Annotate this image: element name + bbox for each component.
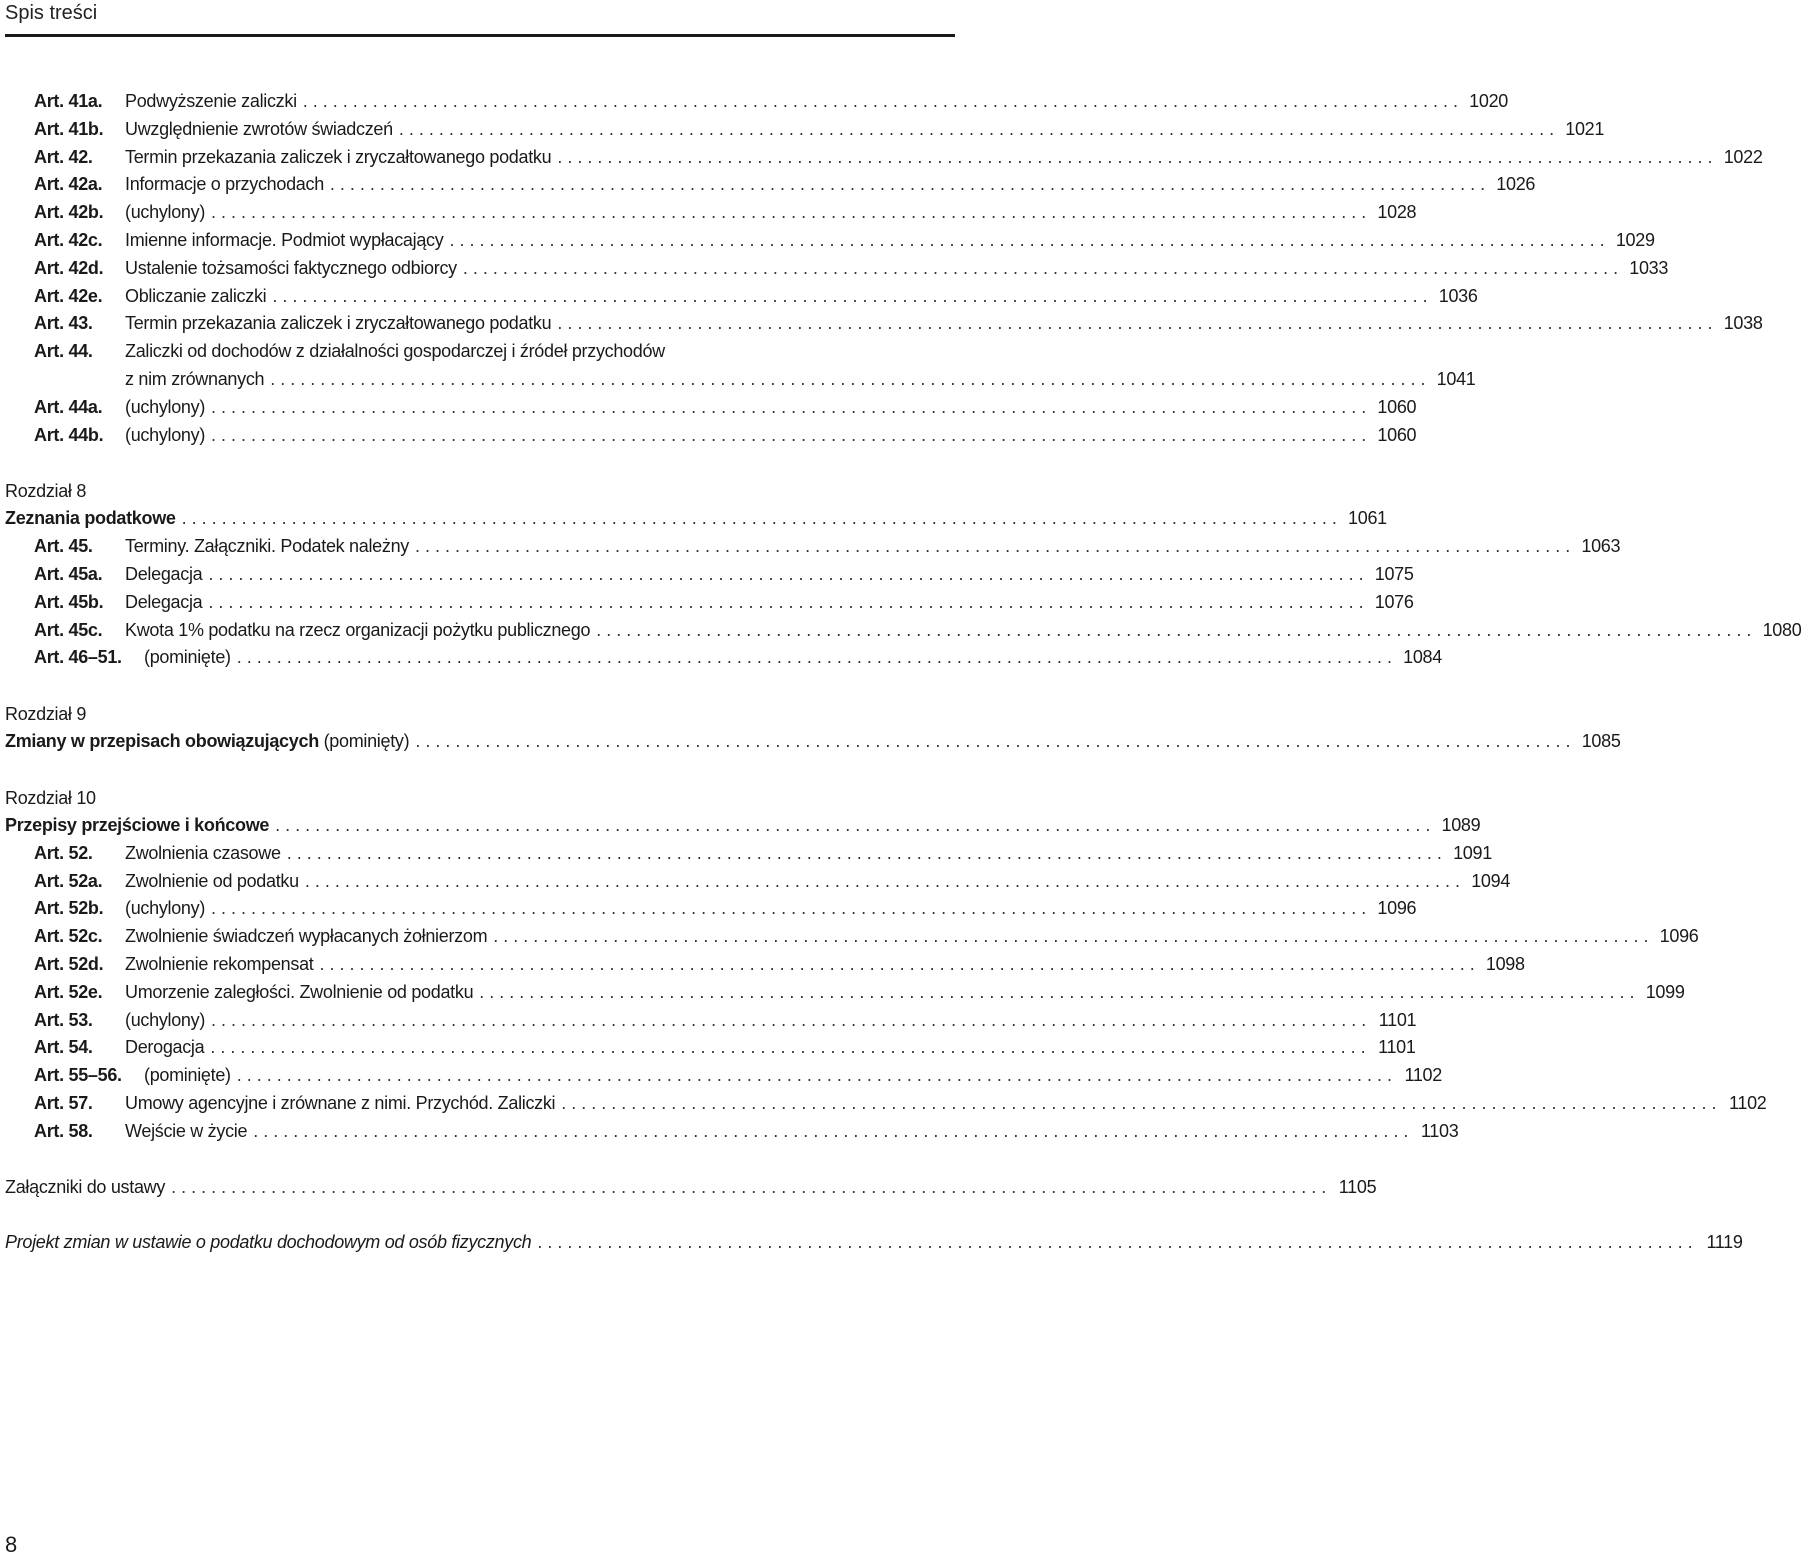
article-number: Art. 45b.: [34, 591, 104, 612]
dot-leader: [208, 561, 1363, 589]
article-title: Zwolnienia czasowe: [125, 842, 281, 863]
page-ref: 1036: [1438, 285, 1478, 306]
page-ref: 1076: [1374, 591, 1414, 612]
page-ref: 1061: [1348, 508, 1387, 529]
toc-entry[interactable]: [0, 617, 1802, 645]
article-title-continued: z nim zrównanych: [125, 368, 265, 389]
dot-leader: [557, 310, 1712, 338]
article-title: Termin przekazania zaliczek i zryczałtowanego podatku: [125, 313, 552, 334]
chapter-10-label: Rozdział 10: [5, 787, 96, 808]
article-number: Art. 55–56.: [34, 1065, 122, 1086]
page-ref: 1060: [1377, 396, 1417, 417]
dot-leader: [211, 895, 1366, 923]
page-ref: 1041: [1436, 368, 1476, 389]
article-number: Art. 42a.: [34, 174, 103, 195]
page-header-title: Spis treści: [5, 2, 98, 24]
toc-entry[interactable]: [0, 116, 1605, 144]
article-number: Art. 45.: [34, 536, 93, 557]
toc-entry[interactable]: [0, 868, 1511, 896]
article-number: Art. 42e.: [34, 285, 103, 306]
article-title: Wejście w życie: [125, 1120, 248, 1141]
toc-entry[interactable]: [0, 1034, 1416, 1062]
dot-leader: [320, 951, 1475, 979]
article-title: Kwota 1% podatku na rzecz organizacji pożytku publicznego: [125, 619, 591, 640]
page-ref: 1102: [1728, 1092, 1767, 1113]
article-number: Art. 52.: [34, 842, 93, 863]
toc-entry[interactable]: [0, 227, 1655, 255]
article-title: Uwzględnienie zwrotów świadczeń: [125, 118, 393, 139]
toc-section-chapter-10: [0, 840, 1767, 1146]
toc-entry[interactable]: [0, 255, 1669, 283]
dot-leader: [211, 1007, 1366, 1035]
article-title: Zaliczki od dochodów z działalności gospodarczej i źródeł przychodów: [125, 341, 665, 362]
page-ref: 1101: [1378, 1009, 1417, 1030]
article-title: (uchylony): [125, 424, 206, 445]
article-title: (uchylony): [125, 202, 206, 223]
dot-leader: [479, 979, 1634, 1007]
page-ref: 1075: [1374, 563, 1414, 584]
dot-leader: [561, 1090, 1716, 1118]
appendix-title: Załączniki do ustawy: [5, 1176, 166, 1197]
article-title: (uchylony): [125, 1009, 206, 1030]
page-ref: 1060: [1377, 424, 1417, 445]
page-ref: 1119: [1706, 1232, 1743, 1253]
article-title: Zwolnienie rekompensat: [125, 953, 314, 974]
toc-entry[interactable]: [0, 394, 1417, 422]
toc-entry[interactable]: [0, 951, 1525, 979]
dot-leader: [449, 227, 1604, 255]
page-ref: 1021: [1565, 118, 1605, 139]
article-number: Art. 42c.: [34, 229, 103, 250]
toc-entry[interactable]: [0, 895, 1417, 923]
page-ref: 1026: [1496, 174, 1536, 195]
dot-leader: [208, 589, 1363, 617]
chapter-8-label: Rozdział 8: [5, 481, 87, 502]
toc-entry[interactable]: [0, 144, 1763, 172]
chapter-9-title: Zmiany w przepisach obowiązujących: [5, 731, 319, 752]
dot-leader: [596, 617, 1751, 645]
article-title: Delegacja: [125, 563, 203, 584]
page-ref: 1096: [1659, 926, 1699, 947]
article-number: Art. 41b.: [34, 118, 104, 139]
page-number: 8: [5, 1532, 18, 1557]
page-ref: 1029: [1615, 229, 1655, 250]
article-title: Informacje o przychodach: [125, 174, 324, 195]
article-title: Termin przekazania zaliczek i zryczałtowanego podatku: [125, 146, 552, 167]
toc-entry[interactable]: [0, 338, 960, 366]
article-number: Art. 52c.: [34, 926, 103, 947]
dot-leader: [171, 1174, 1326, 1202]
dot-leader: [399, 116, 1554, 144]
dot-leader: [270, 366, 1425, 394]
article-title: Zwolnienie od podatku: [125, 870, 299, 891]
header-rule: [5, 34, 955, 37]
article-number: Art. 52b.: [34, 898, 104, 919]
article-number: Art. 54.: [34, 1037, 93, 1058]
dot-leader: [537, 1229, 1692, 1257]
dot-leader: [275, 812, 1430, 840]
dot-leader: [287, 840, 1442, 868]
article-title: Ustalenie tożsamości faktycznego odbiorcy: [125, 257, 457, 278]
article-title: Umorzenie zaległości. Zwolnienie od podatku: [125, 981, 474, 1002]
dot-leader: [182, 505, 1337, 533]
toc-entry[interactable]: [0, 199, 1417, 227]
article-number: Art. 53.: [34, 1009, 93, 1030]
dot-leader: [303, 88, 1458, 116]
article-number: Art. 52a.: [34, 870, 103, 891]
page-ref: 1103: [1420, 1120, 1459, 1141]
article-number: Art. 42d.: [34, 257, 104, 278]
article-title: Terminy. Załączniki. Podatek należny: [125, 536, 409, 557]
article-title: (pominięte): [144, 1065, 231, 1086]
page-ref: 1101: [1378, 1037, 1416, 1058]
article-number: Art. 42.: [34, 146, 93, 167]
article-title: Derogacja: [125, 1037, 205, 1058]
page-ref: 1028: [1377, 202, 1417, 223]
page-ref: 1105: [1338, 1176, 1377, 1197]
toc-entry[interactable]: [0, 88, 1509, 116]
page-ref: 1096: [1377, 898, 1417, 919]
page-ref: 1091: [1453, 842, 1492, 863]
article-number: Art. 44b.: [34, 424, 104, 445]
article-title: (uchylony): [125, 898, 206, 919]
article-number: Art. 58.: [34, 1120, 93, 1141]
article-title: Podwyższenie zaliczki: [125, 91, 297, 111]
chapter-9-suffix: (pominięty): [318, 731, 410, 752]
article-number: Art. 42b.: [34, 202, 104, 223]
toc-section-articles-41-44: [0, 88, 1763, 449]
toc-entry[interactable]: [0, 533, 1621, 561]
page-ref: 1022: [1723, 146, 1763, 167]
article-title: Delegacja: [125, 591, 203, 612]
article-title: (uchylony): [125, 396, 206, 417]
toc-entry[interactable]: [0, 422, 1417, 450]
dot-leader: [211, 422, 1366, 450]
article-number: Art. 57.: [34, 1092, 93, 1113]
page-ref: 1063: [1581, 536, 1621, 557]
page-ref: 1020: [1469, 91, 1509, 111]
chapter-8-heading[interactable]: [0, 505, 1387, 533]
page-ref: 1084: [1403, 647, 1442, 668]
dot-leader: [211, 199, 1366, 227]
dot-leader: [493, 923, 1648, 951]
dot-leader: [210, 1034, 1365, 1062]
article-number: Art. 44a.: [34, 396, 103, 417]
page-ref: 1102: [1404, 1065, 1442, 1086]
toc-entry[interactable]: [0, 589, 1414, 617]
toc-entry[interactable]: [0, 1007, 1417, 1035]
article-number: Art. 44.: [34, 341, 93, 362]
dot-leader: [415, 728, 1570, 756]
article-title: (pominięte): [144, 647, 231, 668]
table-of-contents: [0, 88, 1802, 1257]
toc-entry[interactable]: [0, 283, 1478, 311]
toc-entry[interactable]: [0, 1118, 1459, 1146]
toc-entry[interactable]: [0, 979, 1685, 1007]
dot-leader: [463, 255, 1618, 283]
dot-leader: [237, 644, 1392, 672]
toc-entry[interactable]: [0, 923, 1699, 951]
chapter-9-heading[interactable]: [0, 728, 1621, 756]
chapter-9-label: Rozdział 9: [5, 704, 87, 725]
article-title: Obliczanie zaliczki: [125, 285, 267, 306]
page-ref: 1099: [1645, 981, 1685, 1002]
article-title: Umowy agencyjne i zrównane z nimi. Przychód. Zaliczki: [125, 1092, 556, 1113]
article-number: Art. 52e.: [34, 981, 103, 1002]
article-title: Imienne informacje. Podmiot wypłacający: [125, 229, 444, 250]
page-ref: 1098: [1485, 953, 1525, 974]
toc-section-chapter-8: [0, 533, 1802, 672]
toc-entry[interactable]: [0, 310, 1763, 338]
article-number: Art. 46–51.: [34, 647, 122, 668]
toc-entry[interactable]: [0, 840, 1492, 868]
page-ref: 1033: [1629, 257, 1669, 278]
toc-entry[interactable]: [0, 561, 1414, 589]
chapter-10-heading[interactable]: [0, 812, 1481, 840]
page-ref: 1085: [1581, 731, 1621, 752]
toc-entry[interactable]: [0, 1090, 1767, 1118]
article-number: Art. 41a.: [34, 91, 103, 111]
article-number: Art. 52d.: [34, 953, 104, 974]
chapter-10-title: Przepisy przejściowe i końcowe: [5, 814, 270, 835]
toc-entry[interactable]: [0, 171, 1536, 199]
toc-entry[interactable]: [0, 644, 1442, 672]
dot-leader: [415, 533, 1570, 561]
dot-leader: [330, 171, 1485, 199]
dot-leader: [237, 1062, 1392, 1090]
dot-leader: [253, 1118, 1408, 1146]
appendix-entry[interactable]: [0, 1174, 1377, 1202]
chapter-8-title: Zeznania podatkowe: [5, 508, 176, 529]
project-title: Projekt zmian w ustawie o podatku dochodowym od osób fizycznych: [5, 1232, 532, 1253]
article-number: Art. 45c.: [34, 619, 103, 640]
page-ref: 1038: [1723, 313, 1763, 334]
dot-leader: [211, 394, 1366, 422]
page-ref: 1080: [1762, 619, 1802, 640]
project-entry[interactable]: [0, 1229, 1743, 1257]
page-ref: 1094: [1471, 870, 1511, 891]
article-title: Zwolnienie świadczeń wypłacanych żołnierzom: [125, 926, 488, 947]
dot-leader: [272, 283, 1427, 311]
article-number: Art. 45a.: [34, 563, 103, 584]
toc-entry[interactable]: [0, 1062, 1442, 1090]
toc-entry-continuation[interactable]: [0, 366, 1476, 394]
page-ref: 1089: [1441, 814, 1481, 835]
dot-leader: [557, 144, 1712, 172]
article-number: Art. 43.: [34, 313, 93, 334]
dot-leader: [305, 868, 1460, 896]
